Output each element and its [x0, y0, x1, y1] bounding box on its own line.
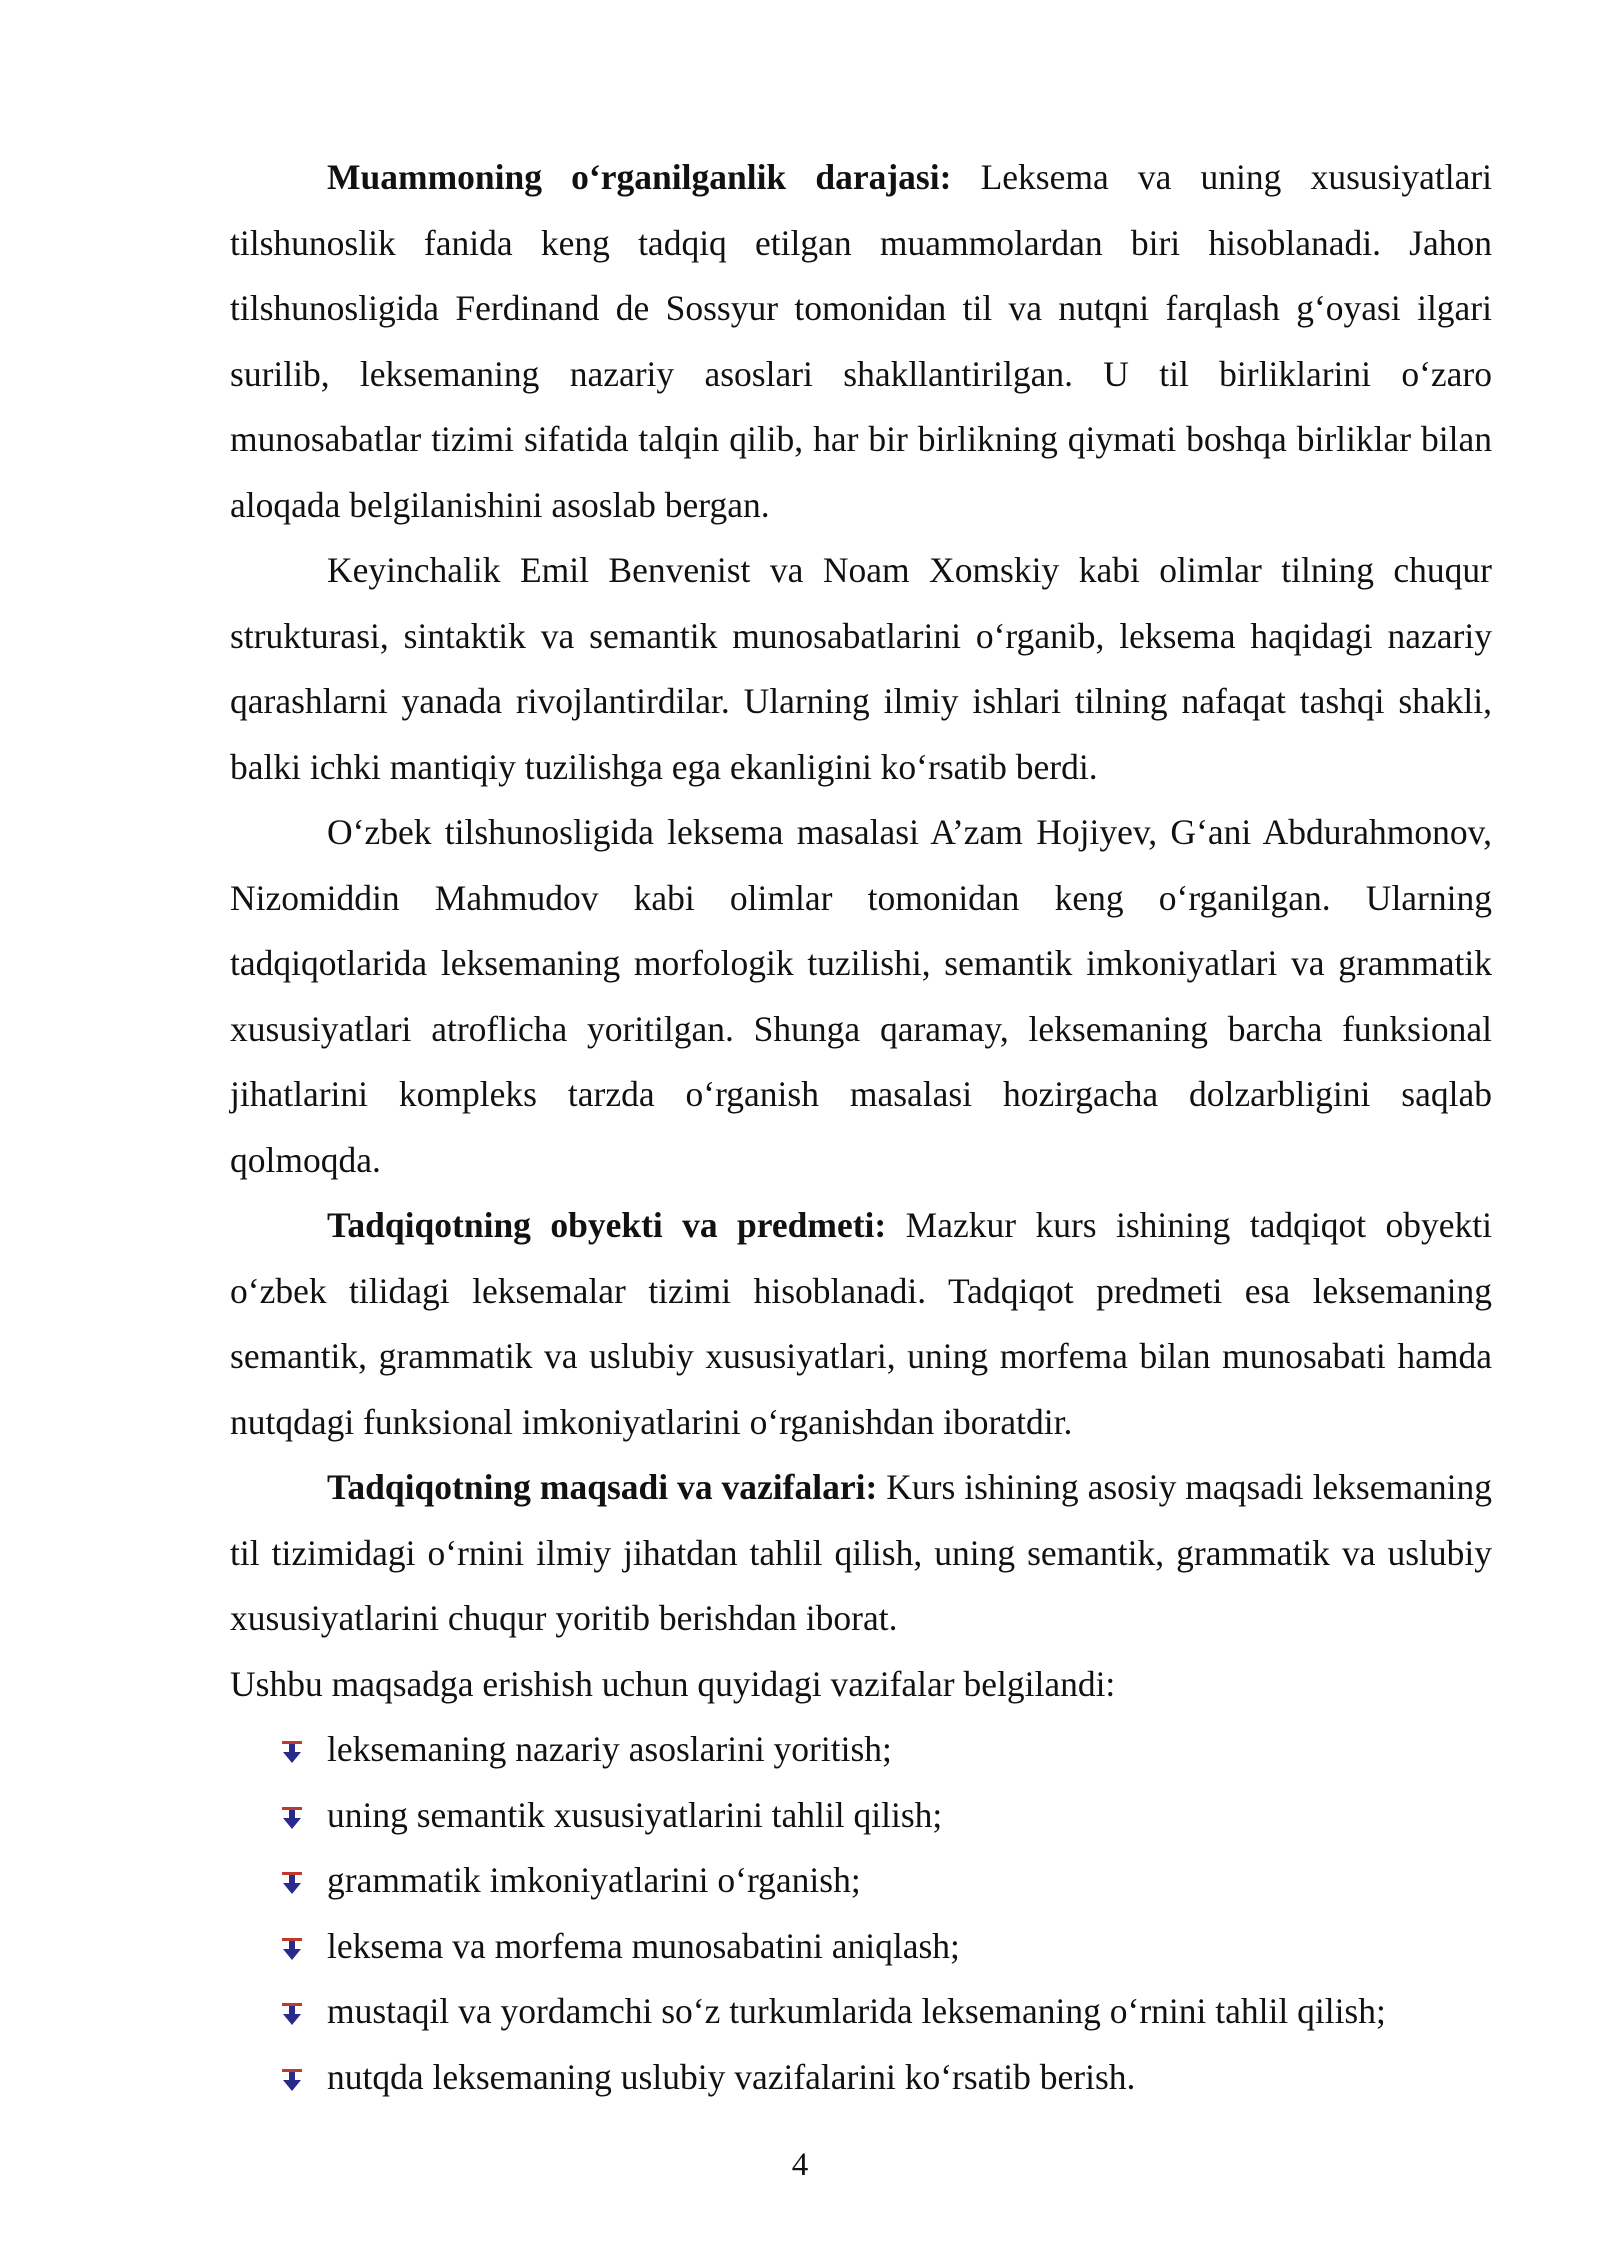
paragraph-text: Kurs ishining asosiy maqsadi leksemaning til tizimidagi o‘rnini ilmiy jihatdan tahlil qilish, uning semantik, grammatik va uslubiy xususiyatlarini chuqur yoritib berishdan iborat.: [230, 1467, 1492, 1638]
paragraph-text: Keyinchalik Emil Benvenist va Noam Xomskiy kabi olimlar tilning chuqur strukturasi, sintaktik va semantik munosabatlarini o‘rganib, leksema haqidagi nazariy qarashlarni yanada rivojlantirdilar. Ularning ilmiy ishlari tilning nafaqat tashqi shakli, balki ichki mantiqiy tuzilishga ega ekanligini ko‘rsatib berdi.: [230, 550, 1492, 787]
paragraph-text: Leksema va uning xususiyatlari tilshunoslik fanida keng tadqiq etilgan muammolardan biri hisoblanadi. Jahon tilshunosligida Ferdinand de Sossyur tomonidan til va nutqni farqlash g‘oyasi ilgari surilib, leksemaning nazariy asoslari shakllantirilgan. U til birliklarini o‘zaro munosabatlar tizimi sifatida talqin qilib, har bir birlikning qiymati boshqa birliklar bilan aloqada belgilanishini asoslab bergan.: [230, 157, 1493, 525]
paragraph-object-subject: [230, 1193, 1492, 1455]
task-list: [230, 1717, 1492, 2110]
down-arrow-icon: [282, 1741, 302, 1763]
down-arrow-icon: [282, 1807, 302, 1829]
list-item-text: nutqda leksemaning uslubiy vazifalarini ko‘rsatib berish.: [327, 2056, 1136, 2097]
paragraph-research-degree: [230, 145, 1492, 538]
list-item: [230, 1717, 1492, 1783]
list-item: [230, 1979, 1492, 2045]
paragraph-text: Mazkur kurs ishining tadqiqot obyekti o‘zbek tilidagi leksemalar tizimi hisoblanadi. Tadqiqot predmeti esa leksemaning semantik, grammatik va uslubiy xususiyatlari, uning morfema bilan munosabati hamda nutqdagi funksional imkoniyatlarini o‘rganishdan iboratdir.: [230, 1205, 1492, 1442]
down-arrow-icon: [282, 2069, 302, 2091]
paragraph-benvenist-chomsky: [230, 538, 1492, 800]
down-arrow-icon: [282, 2003, 302, 2025]
down-arrow-icon: [282, 1938, 302, 1960]
document-page: [230, 145, 1492, 2110]
list-item-text: grammatik imkoniyatlarini o‘rganish;: [327, 1860, 861, 1900]
paragraph-aims-tasks: [230, 1455, 1492, 1652]
page-number: 4: [791, 2147, 809, 2183]
paragraph-heading: Muammoning o‘rganilganlik darajasi:: [327, 157, 952, 197]
paragraph-heading: Tadqiqotning obyekti va predmeti:: [327, 1205, 887, 1245]
list-item-text: uning semantik xususiyatlarini tahlil qilish;: [327, 1794, 943, 1835]
list-item-text: leksema va morfema munosabatini aniqlash;: [327, 1925, 960, 1966]
paragraph-heading: Tadqiqotning maqsadi va vazifalari:: [327, 1467, 878, 1507]
paragraph-uzbek-linguistics: [230, 800, 1492, 1193]
list-item: [230, 1914, 1492, 1980]
list-item: [230, 2045, 1492, 2111]
list-item: [230, 1783, 1492, 1849]
paragraph-text: O‘zbek tilshunosligida leksema masalasi A’zam Hojiyev, G‘ani Abdurahmonov, Nizomiddin Mahmudov kabi olimlar tomonidan keng o‘rganilgan. Ularning tadqiqotlarida leksemaning morfologik tuzilishi, semantik imkoniyatlari va grammatik xususiyatlari atroflicha yoritilgan. Shunga qaramay, leksemaning barcha funksional jihatlarini kompleks tarzda o‘rganish masalasi hozirgacha dolzarbligini saqlab qolmoqda.: [230, 812, 1492, 1180]
down-arrow-icon: [282, 1872, 302, 1894]
tasks-intro: Ushbu maqsadga erishish uchun quyidagi vazifalar belgilandi:: [230, 1663, 1116, 1704]
list-item: [230, 1848, 1492, 1914]
list-item-text: leksemaning nazariy asoslarini yoritish;: [327, 1729, 892, 1769]
list-item-text: mustaqil va yordamchi so‘z turkumlarida leksemaning o‘rnini tahlil qilish;: [327, 1991, 1386, 2031]
